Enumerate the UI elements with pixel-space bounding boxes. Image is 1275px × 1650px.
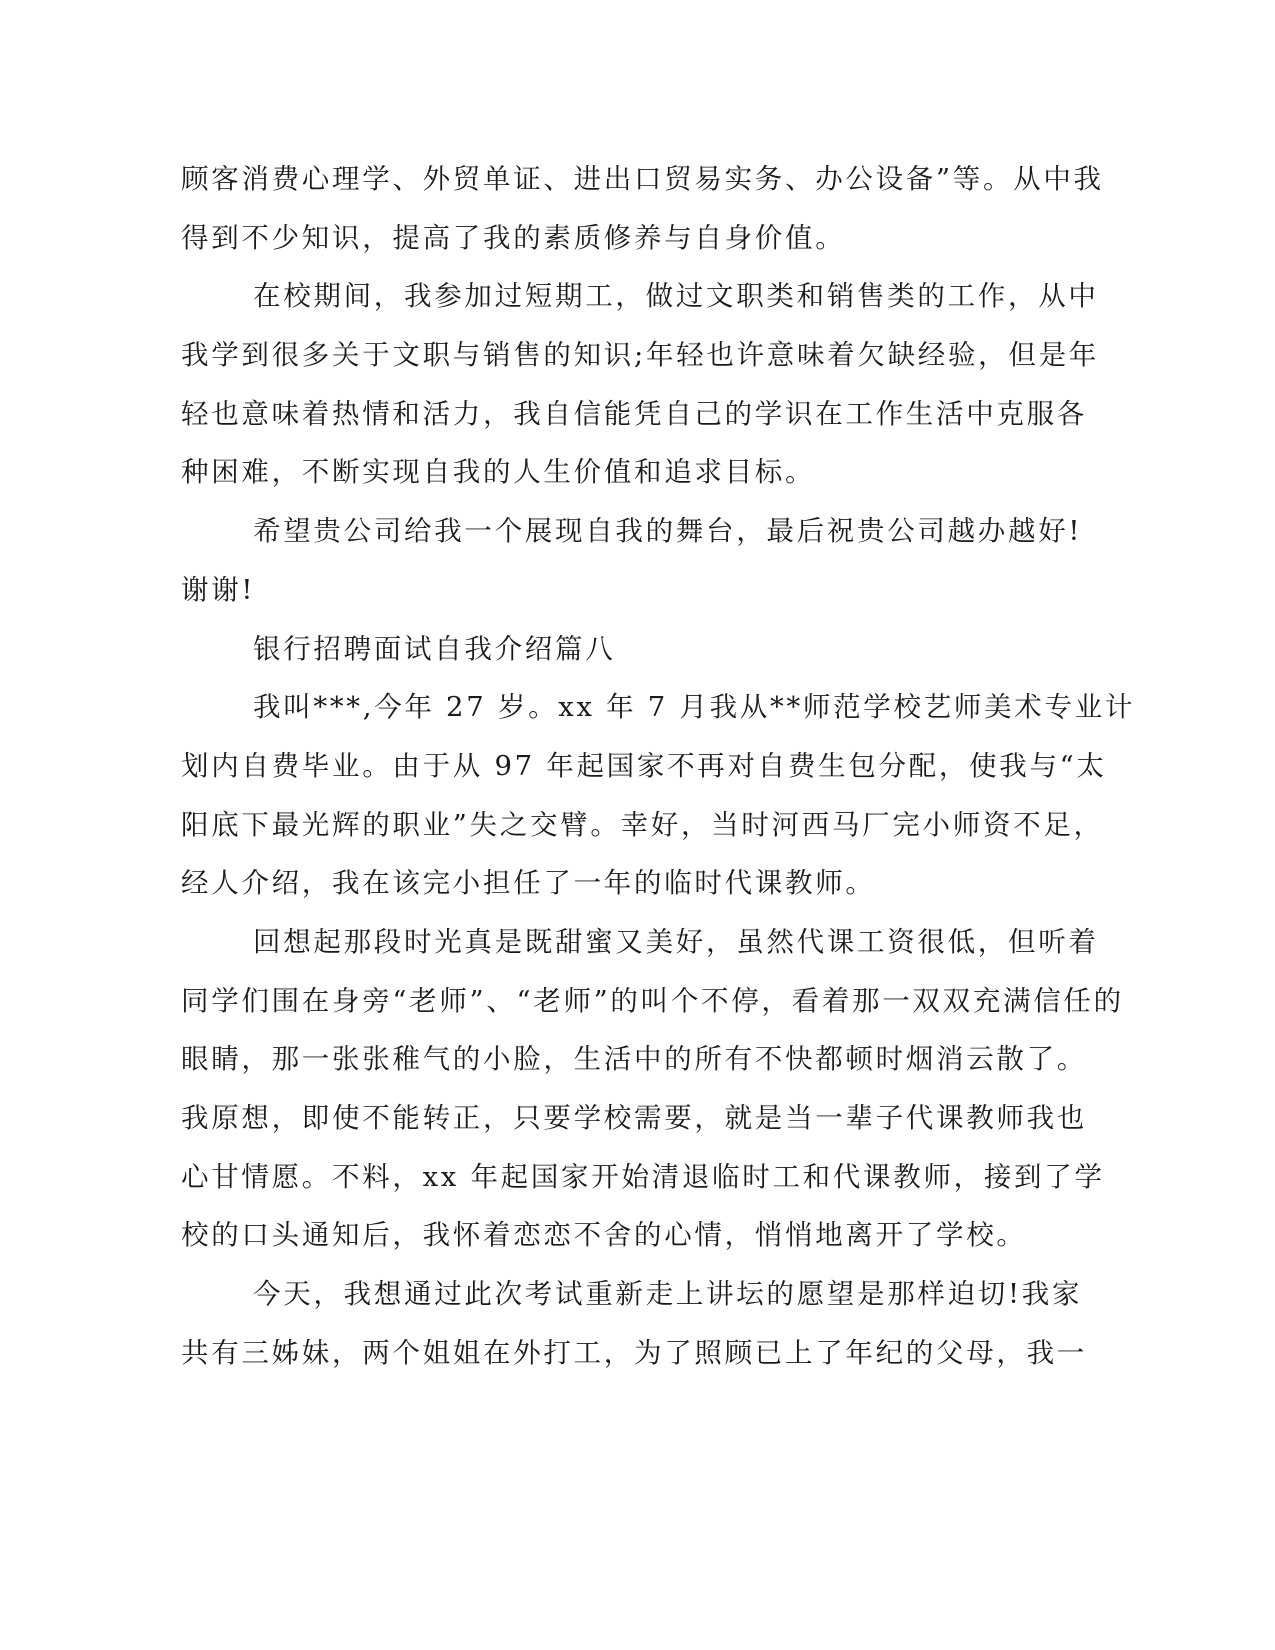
text-line: 种困难，不断实现自我的人生价值和追求目标。 <box>181 456 816 489</box>
text-line: 希望贵公司给我一个展现自我的舞台，最后祝贵公司越办越好! <box>253 515 1083 548</box>
text-line: 回想起那段时光真是既甜蜜又美好，虽然代课工资很低，但听着 <box>253 925 1099 958</box>
text-line: 阳底下最光辉的职业”失之交臂。幸好，当时河西马厂完小师资不足， <box>181 808 1104 841</box>
text-line: 划内自费毕业。由于从 97 年起国家不再对自费生包分配，使我与“太 <box>181 749 1107 782</box>
text-line: 谢谢! <box>181 573 256 606</box>
text-line: 同学们围在身旁“老师”、“老师”的叫个不停，看着那一双双充满信任的 <box>181 984 1124 1017</box>
text-line: 轻也意味着热情和活力，我自信能凭自己的学识在工作生活中克服各 <box>181 397 1087 430</box>
text-line: 我叫***,今年 27 岁。xx 年 7 月我从**师范学校艺师美术专业计 <box>253 691 1136 724</box>
text-line: 经人介绍，我在该完小担任了一年的临时代课教师。 <box>181 867 876 900</box>
text-line: 在校期间，我参加过短期工，做过文职类和销售类的工作，从中 <box>253 280 1099 313</box>
text-line: 得到不少知识，提高了我的素质修养与自身价值。 <box>181 221 846 254</box>
text-line: 眼睛，那一张张稚气的小脸，生活中的所有不快都顿时烟消云散了。 <box>181 1043 1087 1076</box>
section-heading: 银行招聘面试自我介绍篇八 <box>253 632 616 665</box>
document-body <box>181 150 1136 1382</box>
text-line: 心甘情愿。不料，xx 年起国家开始清退临时工和代课教师，接到了学 <box>181 1160 1105 1193</box>
text-line: 我学到很多关于文职与销售的知识;年轻也许意味着欠缺经验，但是年 <box>181 339 1099 372</box>
text-line: 今天，我想通过此次考试重新走上讲坛的愿望是那样迫切!我家 <box>253 1278 1083 1311</box>
text-line: 校的口头通知后，我怀着恋恋不舍的心情，悄悄地离开了学校。 <box>181 1219 1027 1252</box>
text-line: 顾客消费心理学、外贸单证、进出口贸易实务、办公设备”等。从中我 <box>181 163 1104 195</box>
text-line: 共有三姊妹，两个姐姐在外打工，为了照顾已上了年纪的父母，我一 <box>181 1336 1087 1369</box>
text-line: 我原想，即使不能转正，只要学校需要，就是当一辈子代课教师我也 <box>181 1102 1087 1134</box>
